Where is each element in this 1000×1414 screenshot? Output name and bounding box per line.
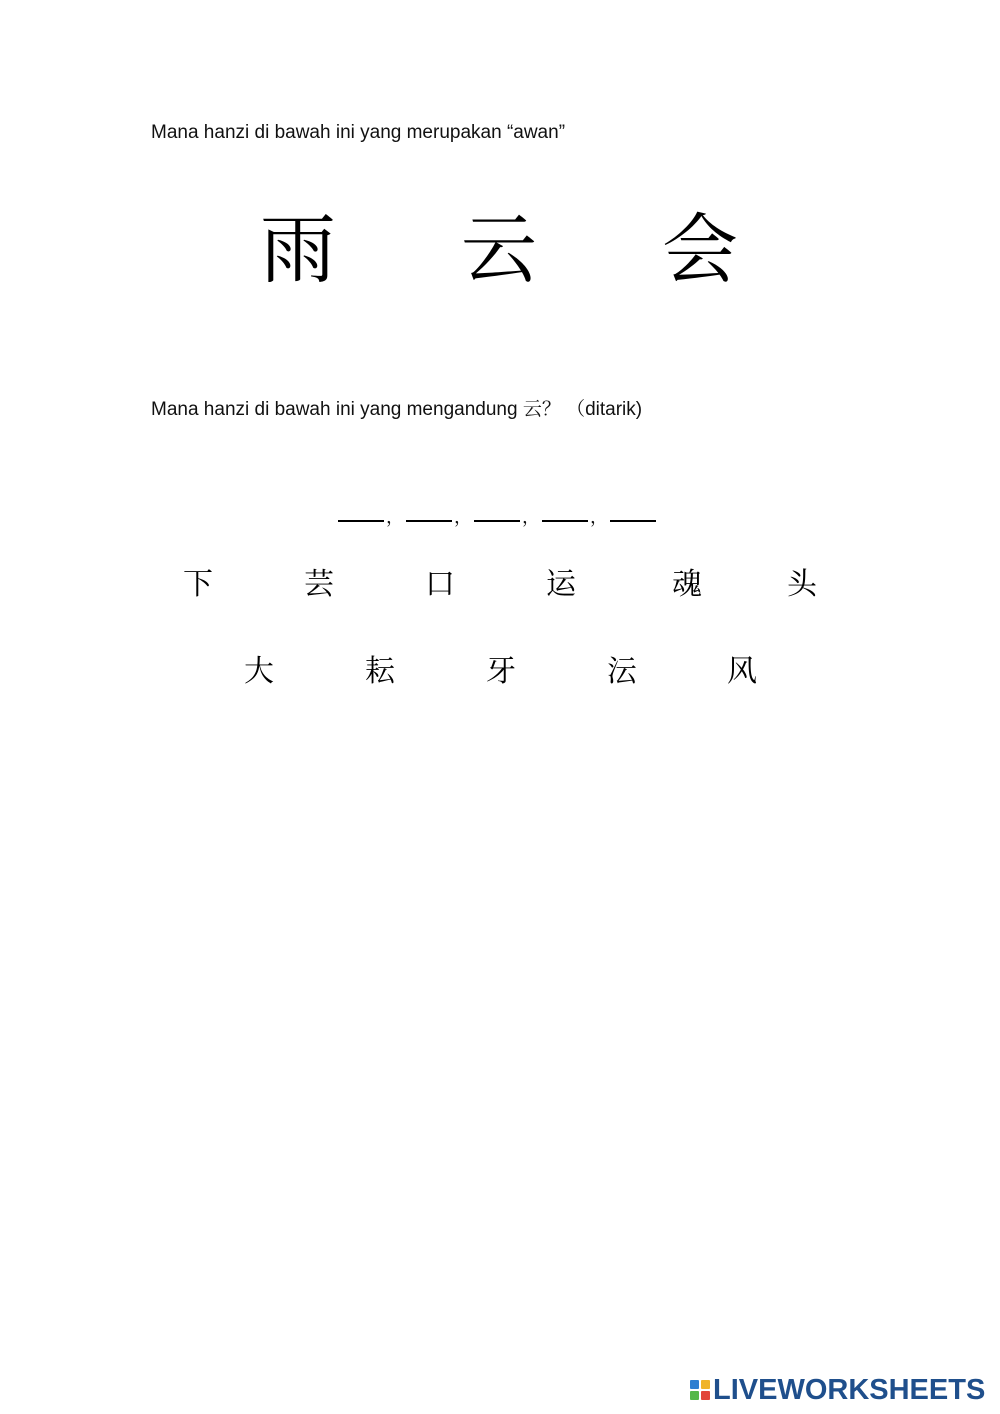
answer-drop-slot-2[interactable]	[406, 490, 452, 522]
draggable-char[interactable]: 头	[787, 567, 817, 602]
draggable-char[interactable]: 大	[244, 654, 274, 689]
answer-drop-slot-3[interactable]	[474, 490, 520, 522]
question-2-prompt: Mana hanzi di bawah ini yang mengandung 云？ （ditarik)	[151, 399, 643, 420]
logo-text: LIVEWORKSHEETS	[713, 1373, 986, 1406]
answer-drop-slot-5[interactable]	[610, 490, 656, 522]
draggable-char[interactable]: 口	[425, 567, 455, 602]
option-char-2[interactable]: 云	[461, 205, 537, 294]
draggable-char[interactable]: 耘	[365, 654, 395, 689]
liveworksheets-logo	[690, 1373, 985, 1407]
blank-separator: ，	[454, 507, 472, 527]
answer-blanks	[338, 488, 656, 527]
blank-separator: ，	[522, 507, 540, 527]
draggable-char[interactable]: 芸	[304, 567, 334, 602]
draggable-char[interactable]: 风	[727, 654, 757, 689]
option-char-1[interactable]: 雨	[260, 205, 336, 294]
draggable-char[interactable]: 魂	[672, 567, 702, 602]
answer-drop-slot-1[interactable]	[338, 490, 384, 522]
blank-separator: ，	[590, 507, 608, 527]
draggable-char[interactable]: 下	[183, 567, 213, 602]
liveworksheets-logo-icon	[690, 1380, 710, 1400]
question-1-prompt: Mana hanzi di bawah ini yang merupakan “awan”	[151, 122, 566, 143]
option-char-3[interactable]: 会	[662, 205, 738, 294]
blank-separator: ，	[386, 507, 404, 527]
draggable-char[interactable]: 运	[546, 567, 576, 602]
draggable-char[interactable]: 牙	[486, 654, 516, 689]
answer-drop-slot-4[interactable]	[542, 490, 588, 522]
draggable-char[interactable]: 沄	[607, 654, 637, 689]
